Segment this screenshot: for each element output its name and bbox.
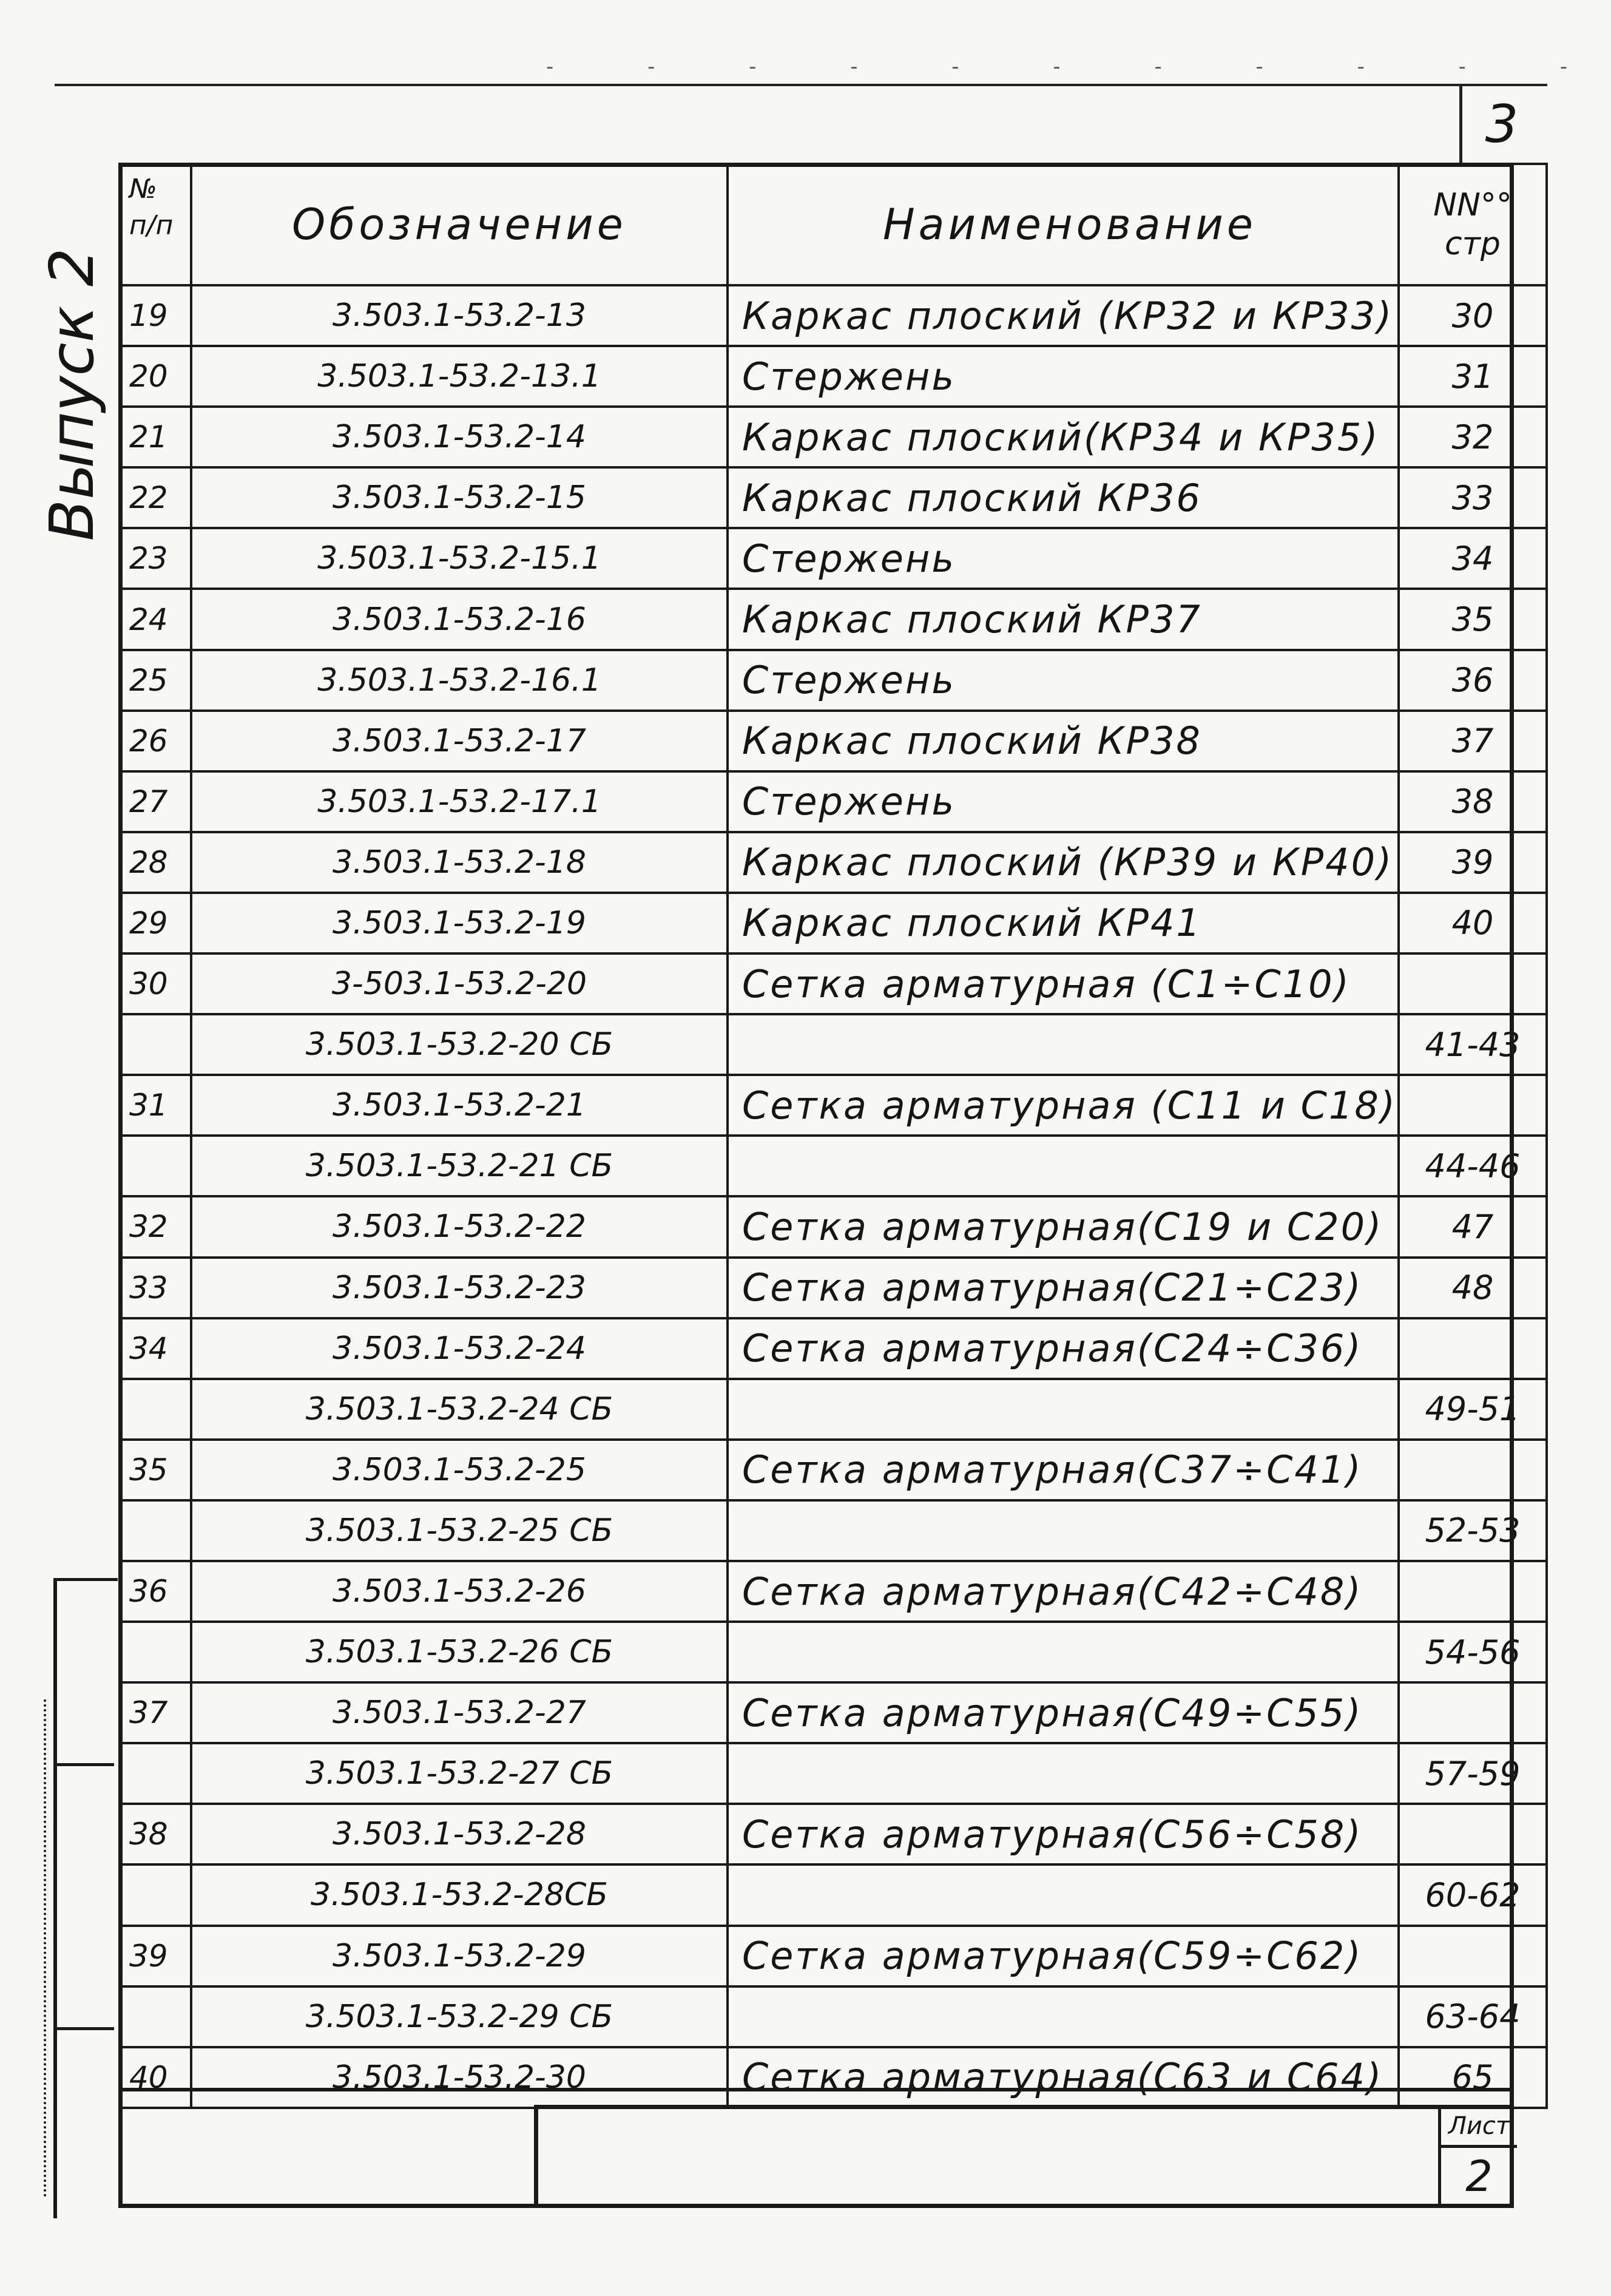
row-page: 35	[1399, 589, 1547, 649]
row-name: Сетка арматурная(С59÷С62)	[728, 1926, 1399, 1986]
row-number: 35	[120, 1440, 191, 1500]
row-page: 57-59	[1399, 1743, 1547, 1804]
row-designation: 3.503.1-53.2-19	[191, 893, 728, 953]
sheet-value: 2	[1465, 2152, 1493, 2201]
header-name: Наименование	[728, 164, 1399, 285]
left-margin-dotted	[44, 1699, 46, 2197]
row-page: 49-51	[1399, 1379, 1547, 1440]
row-designation: 3.503.1-53.2-25	[191, 1440, 728, 1500]
row-number: 38	[120, 1804, 191, 1864]
row-designation: 3.503.1-53.2-18	[191, 832, 728, 893]
row-number: 30	[120, 953, 191, 1014]
row-designation: 3.503.1-53.2-17	[191, 711, 728, 771]
top-dash-marks: - - - - - - - - - - -	[546, 55, 1611, 79]
row-number: 20	[120, 346, 191, 407]
row-page: 60-62	[1399, 1864, 1547, 1925]
row-name: Каркас плоский КР36	[728, 467, 1399, 528]
sheet-box	[1438, 2105, 1514, 2208]
row-designation: 3.503.1-53.2-26	[191, 1561, 728, 1622]
row-name: Стержень	[728, 650, 1399, 711]
row-name: Каркас плоский КР38	[728, 711, 1399, 771]
row-page: 36	[1399, 650, 1547, 711]
row-page: 63-64	[1399, 1986, 1547, 2047]
row-name: Сетка арматурная(С37÷С41)	[728, 1440, 1399, 1500]
row-designation: 3.503.1-53.2-15	[191, 467, 728, 528]
header-designation: Обозначение	[191, 164, 728, 285]
row-designation: 3.503.1-53.2-17.1	[191, 771, 728, 832]
row-designation: 3.503.1-53.2-29 СБ	[191, 1986, 728, 2047]
row-designation: 3.503.1-53.2-24	[191, 1318, 728, 1379]
row-name: Сетка арматурная(С56÷С58)	[728, 1804, 1399, 1864]
row-page: 48	[1399, 1258, 1547, 1318]
row-number: 27	[120, 771, 191, 832]
header-number-line2: п/п	[129, 210, 174, 241]
row-page: 38	[1399, 771, 1547, 832]
row-number: 36	[120, 1561, 191, 1622]
row-page: 39	[1399, 832, 1547, 893]
left-margin-stamp	[53, 1578, 118, 2218]
row-number: 32	[120, 1196, 191, 1257]
row-number: 34	[120, 1318, 191, 1379]
row-number: 29	[120, 893, 191, 953]
left-margin-divider-1	[53, 1763, 114, 1766]
row-name: Сетка арматурная(С42÷С48)	[728, 1561, 1399, 1622]
left-margin-divider-2	[53, 2027, 114, 2030]
row-designation: 3.503.1-53.2-22	[191, 1196, 728, 1257]
row-page: 32	[1399, 407, 1547, 467]
row-name: Сетка арматурная(С63 и С64)	[728, 2047, 1399, 2108]
row-number: 22	[120, 467, 191, 528]
row-number: 40	[120, 2047, 191, 2108]
row-number: 33	[120, 1258, 191, 1318]
row-page: 65	[1399, 2047, 1547, 2108]
row-designation: 3.503.1-53.2-27	[191, 1682, 728, 1743]
row-number: 23	[120, 528, 191, 589]
row-number: 21	[120, 407, 191, 467]
row-designation: 3.503.1-53.2-21	[191, 1075, 728, 1136]
row-name: Сетка арматурная(С24÷С36)	[728, 1318, 1399, 1379]
row-designation: 3.503.1-53.2-24 СБ	[191, 1379, 728, 1440]
row-name: Сетка арматурная(С21÷С23)	[728, 1258, 1399, 1318]
row-designation: 3.503.1-53.2-27 СБ	[191, 1743, 728, 1804]
row-name: Каркас плоский (КР32 и КР33)	[728, 285, 1399, 346]
header-number-line1: №	[129, 174, 157, 205]
row-page: 37	[1399, 711, 1547, 771]
row-page: 54-56	[1399, 1622, 1547, 1682]
row-designation: 3.503.1-53.2-16.1	[191, 650, 728, 711]
sheet-number: 3	[1459, 85, 1541, 164]
row-name: Каркас плоский (КР39 и КР40)	[728, 832, 1399, 893]
side-issue-label: Выпуск 2	[36, 248, 107, 541]
row-designation: 3.503.1-53.2-23	[191, 1258, 728, 1318]
row-number: 28	[120, 832, 191, 893]
row-name: Сетка арматурная (С11 и С18)	[728, 1075, 1399, 1136]
row-page: 31	[1399, 346, 1547, 407]
row-designation: 3.503.1-53.2-30	[191, 2047, 728, 2108]
row-name: Сетка арматурная(С19 и С20)	[728, 1196, 1399, 1257]
row-number: 37	[120, 1682, 191, 1743]
row-name: Каркас плоский КР37	[728, 589, 1399, 649]
row-page: 33	[1399, 467, 1547, 528]
row-page: 40	[1399, 893, 1547, 953]
row-page: 41-43	[1399, 1014, 1547, 1075]
title-block-inner	[534, 2105, 1514, 2208]
row-name: Стержень	[728, 346, 1399, 407]
row-designation: 3.503.1-53.2-28	[191, 1804, 728, 1864]
row-number: 24	[120, 589, 191, 649]
row-designation: 3.503.1-53.2-20 СБ	[191, 1014, 728, 1075]
row-page: 34	[1399, 528, 1547, 589]
row-designation: 3.503.1-53.2-13	[191, 285, 728, 346]
row-number: 39	[120, 1926, 191, 1986]
row-designation: 3.503.1-53.2-28СБ	[191, 1864, 728, 1925]
sheet-label: Лист	[1441, 2107, 1517, 2148]
row-designation: 3-503.1-53.2-20	[191, 953, 728, 1014]
row-designation: 3.503.1-53.2-13.1	[191, 346, 728, 407]
page-frame	[118, 163, 1514, 2208]
row-designation: 3.503.1-53.2-15.1	[191, 528, 728, 589]
row-name: Сетка арматурная (С1÷С10)	[728, 953, 1399, 1014]
row-number: 25	[120, 650, 191, 711]
row-number: 31	[120, 1075, 191, 1136]
row-designation: 3.503.1-53.2-25 СБ	[191, 1500, 728, 1561]
row-name: Сетка арматурная(С49÷С55)	[728, 1682, 1399, 1743]
row-page: 47	[1399, 1196, 1547, 1257]
row-name: Стержень	[728, 528, 1399, 589]
row-page: 44-46	[1399, 1136, 1547, 1196]
row-designation: 3.503.1-53.2-21 СБ	[191, 1136, 728, 1196]
row-designation: 3.503.1-53.2-16	[191, 589, 728, 649]
row-name: Стержень	[728, 771, 1399, 832]
header-page-line1: NN°°	[1433, 187, 1512, 223]
row-page: 30	[1399, 285, 1547, 346]
row-page: 52-53	[1399, 1500, 1547, 1561]
row-number: 26	[120, 711, 191, 771]
row-designation: 3.503.1-53.2-26 СБ	[191, 1622, 728, 1682]
row-name: Каркас плоский(КР34 и КР35)	[728, 407, 1399, 467]
row-name: Каркас плоский КР41	[728, 893, 1399, 953]
header-page-line2: стр	[1445, 226, 1501, 262]
top-border-line	[55, 84, 1547, 86]
row-number: 19	[120, 285, 191, 346]
row-designation: 3.503.1-53.2-29	[191, 1926, 728, 1986]
row-designation: 3.503.1-53.2-14	[191, 407, 728, 467]
